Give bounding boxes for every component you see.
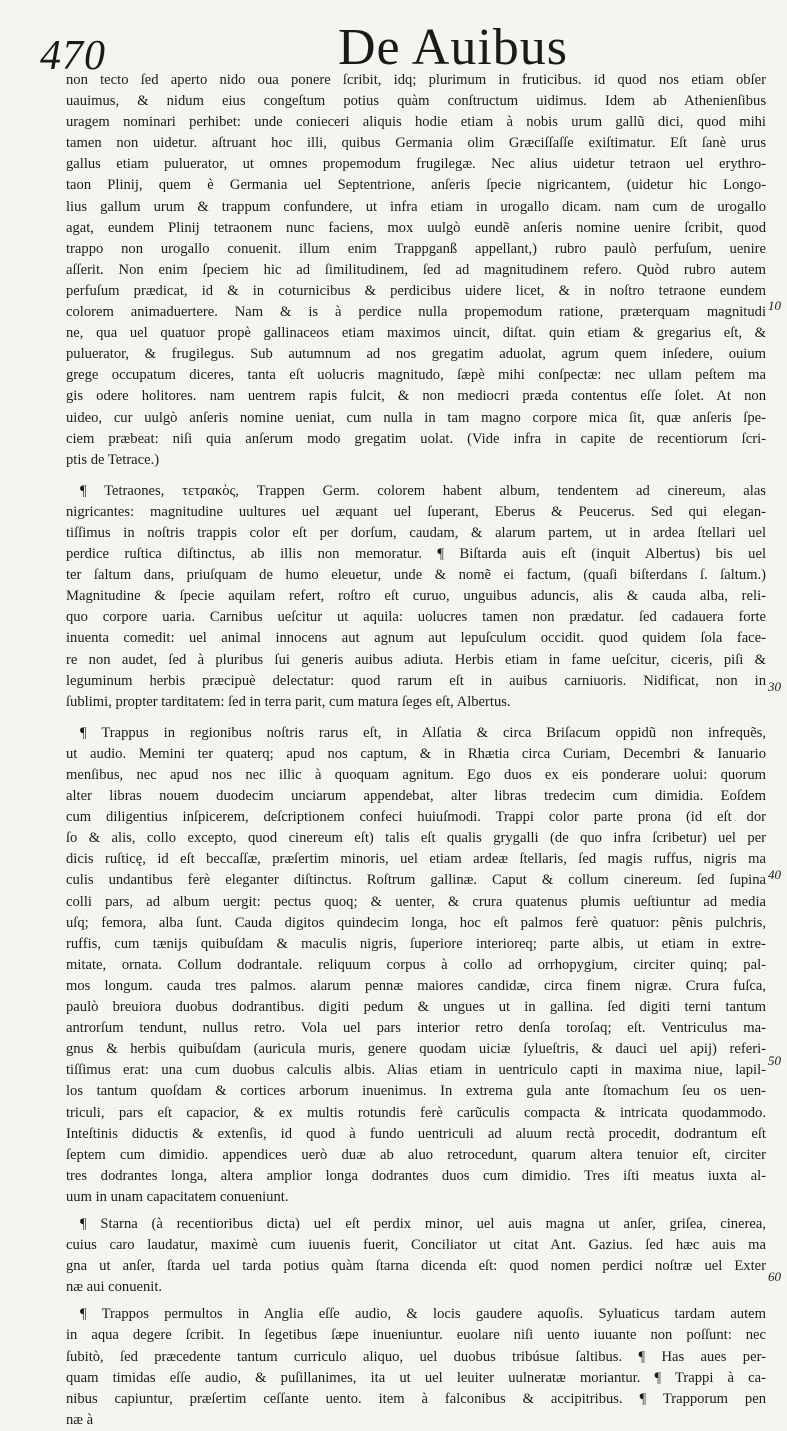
text-line: puluerator, & frugilegus. Sub autumnum ad nos gregatim aduolat, agrum quem inſedere, ouium [66,346,766,363]
text-line: antrorſum tendunt, nullus retro. Vola uel pars interior retro denſa toroſaq; eſt. Ventriculus ma- [66,1020,766,1037]
text-line: leguminum herbis præcipuè delectatur: quod rarum eſt in auibus carniuoris. Nidificat, non in [66,672,766,689]
margin-line-number: 10 [768,298,781,313]
text-line: inuenta comedit: uel animal innocens aut agnum aut lepuſculum occidit. quod quidem ſola face- [66,630,766,647]
paragraph-tetraon [66,70,766,471]
text-line: ſo & alis, collo excepto, quod cinereum eſt) talis eſt qualis grygalli (de quo infra ſcribetur) uel per [66,830,766,847]
text-line: ¶ Trappos permultos in Anglia eſſe audio, & locis gaudere aquoſis. Syluaticus tardam autem [80,1306,766,1323]
text-line: uſq; femora, alba ſunt. Cauda digitos quindecim longa, hoc eſt palmos ferè quatuor: pẽnis pulchris, [66,914,766,931]
text-line: re non audet, ſed à pluribus ſui generis auibus adiuta. Herbis etiam in fame ueſcitur, ciceris, piſi & [66,651,766,668]
text-line: los tantum quoſdam & cortices arborum inuenimus. In extrema gula ante ſtomachum ſeu os uen- [66,1083,766,1100]
text-line: næ aui conuenit. [66,1279,163,1296]
text-line: ¶ Starna (à recentioribus dicta) uel eſt perdix minor, uel auis magna ut anſer, griſea, cinerea, [80,1215,766,1232]
text-line: ¶ Trappus in regionibus noſtris rarus eſt, in Alſatia & circa Briſacum oppidũ non infrequẽs, [80,724,766,741]
paragraph-tetraones [66,481,766,713]
text-line: tiſſimus in noſtris trappis color eſt per dorſum, caudam, & alarum partem, ut in ardea ſtellari uel [66,524,766,541]
catchword-line: næ à [66,1411,94,1428]
text-line: non tecto ſed aperto nido oua ponere ſcribit, idq; plurimum in fruticibus. id quod nos etiam obſer [66,72,766,88]
paragraph-starna [66,1214,766,1298]
text-line: gis odere holitores. nam uentrem rapis fulcit, & non mediocri præda contentus eſſe ſolet. At non [66,388,766,405]
text-line: ſublimi, propter tarditatem: ſed in terra parit, cum matura ſeges eſt, Albertus. [66,693,511,710]
text-line: Magnitudine & ſpecie aquilam refert, roſtro eſt curuo, unguibus aduncis, alis & cauda alba, reli- [66,588,766,605]
text-line: gallus etiam puluerator, ut omnes propemodum frugilegæ. Nec alius uidetur tetraon uel erythro- [66,156,766,173]
text-line: perdice ruſtica diſtinctus, ab illis non memoratur. ¶ Biſtarda auis eſt (inquit Albertus) bis uel [66,546,766,563]
text-line: tiſſimus erat: una cum duobus calculis albis. Alias etiam in uentriculo capti in maxima niue, lapil- [66,1062,766,1079]
text-line: mitate, ornata. Collum dodrantale. reliquum corpus à collo ad orrhopygium, circiter quinq; pal- [66,956,766,973]
text-line: ſeptem cum dimidio. appendices uerò duæ ab aluo retrocedunt, quarum altera tenuior eſt, circiter [66,1146,766,1163]
text-line: paulò breuiora duobus dodrantibus. digiti pedum & ungues ut in gallina. ſed digiti terni tantum [66,999,766,1016]
text-line: ne, qua uel quatuor propè gallinaceos etiam maximos uincit, diſtat. quin etiam & gregarius eſt, & [66,325,766,342]
text-line: nibus capiuntur, præſertim ceſſante uento. item à falconibus & accipitribus. ¶ Trapporum pen [66,1390,766,1407]
text-line: quo corpore uaria. Carnibus ueſcitur ut aquila: uolucres tamen non prædatur. ſed cadauera forte [66,609,766,626]
text-line: mos longum. cauda tres palmos. alarum pennæ maiores candidæ, circa finem nigræ. Crura fuſca, [66,977,766,994]
text-line: ¶ Tetraones, τετρακὸς, Trappen Germ. colorem habent album, tendentem ad cinereum, alas [80,482,766,499]
text-line: ter ſaltum dans, priuſquam de humo eleuetur, unde & nomẽ ei factum, (quaſi biſterdans ſ. ſaltum.) [66,567,766,584]
margin-line-number: 60 [768,1269,781,1284]
running-title: De Auibus [338,19,568,76]
page-header [38,10,773,79]
text-line: tres dodrantes longa, altera amplior longa dodrantes duos cum dimidio. Tres iſti meatus iuxta al- [66,1167,766,1184]
text-line: quam timidas eſſe audio, & puſillanimes, ita ut uel leuiter uulneratæ moriantur. ¶ Trappi à ca- [66,1369,766,1386]
margin-line-number: 40 [768,867,781,882]
text-line: gna ut anſer, ſtarda uel tarda potius quàm ſtarna dicenda eſt: quod nomen perdici noſtræ uel Exter [66,1258,766,1275]
text-line: alter libras nouem duodecim unciarum appendebat, alter libras tredecim cum dimidia. Eoſdem [66,788,766,805]
text-line: triculi, pars eſt capacior, & ex multis rotundis ferè carũculis compacta & intricata quodammodo. [66,1104,766,1121]
text-line: uum in unam capacitatem conueniunt. [66,1188,289,1205]
text-line: colorem animaduertere. Nam & is à perdice nulla propemodum ratione, præterquam magnitudi [66,304,766,321]
text-line: in aqua degere ſcribit. In ſegetibus ſæpe inueniuntur. euolare niſi uento iuuante non poſſunt: nec [66,1327,766,1344]
margin-line-number: 30 [768,679,781,694]
text-line: agat, eundem Plinij tetraonem nunc faciens, mox uulgò eundẽ anſeris nomine uenire ſcribit, quod [66,219,766,236]
text-line: uauimus, & nidum eius congeſtum potius quàm conſtructum uidimus. Idem ab Athenienſibus [66,93,766,110]
text-line: colli pars, ad album uergit: pectus quoq; & uenter, & crura quatenus plumis ueſtiuntur ad media [66,893,766,910]
text-line: Inteſtinis diductis & extenſis, id quod à fundo uentriculi ad aluum rectà procedit, dodrantum eſt [66,1125,766,1142]
text-line: cuius caro laudatur, maximè cum iuuenis fuerit, Conciliator ut citat Ant. Gazius. ſed hæc auis ma [66,1237,766,1254]
text-line: cum diligentius inſpicerem, deſcriptionem confeci huiuſmodi. Trappi color parte prona (id eſt dor [66,809,766,826]
text-line: tamen non uidetur. aſtruant hoc illi, quibus Germania olim Græciſſaſſe exiſtimatur. Eſt ſanè urus [66,135,766,152]
body-text [66,70,766,1431]
text-line: aſſerit. Non enim ſpeciem hic ad ſimilitudinem, ſed ad magnitudinem refero. Quòd rubro autem [66,261,766,278]
paragraph-trappus [66,723,766,1208]
text-line: ciem præbeat: niſi quia anſerum modo gregatim uolat. (Vide infra in capite de recentiorum ſcri- [66,430,766,447]
text-line: dicis ruſticę, id eſt beccaſſæ, præſertim minoris, uel etiam ardeæ ſtellaris, ſed magis ruffus, nigris ma [66,851,766,868]
text-line: lius gallum urum & trappum confundere, ut infra etiam in urogallo dicam. nam cum de urogallo [66,198,766,215]
text-line: culis undantibus ferè eleganter diſtinctus. Roſtrum gallinæ. Caput & collum cinereum. ſed ſupina [66,872,766,889]
text-line: ptis de Tetrace.) [66,451,160,468]
text-line: menſibus, nec apud nos nec illic à quoquam agnitum. Ego duos ex eis ponderare uolui: quorum [66,767,766,783]
text-line: grege occupatum diceres, tanta eſt uolucris magnitudo, ſæpè mihi conſpectæ: nec ullam peſtem ma [66,367,766,384]
text-line: ſubitò, ſed præcedente tantum curriculo aliquo, uel duobus tribúsue ſaltibus. ¶ Has aues per- [66,1348,766,1365]
margin-line-number: 50 [768,1053,781,1068]
text-line: uideo, cur uulgò anſeris nomine ueniat, cum nulla in tam magno corpore mica ſit, quæ anſeris ſpe- [66,409,766,426]
paragraph-trappos-anglia [66,1304,766,1431]
text-line: gnus & herbis quibuſdam (auricula muris, genere quodam uiciæ ſylueſtris, & dauci uel apij) referi- [66,1041,766,1058]
text-line: ruffis, cum tænijs quibuſdam & maculis nigris, ſuperiore interioreq; parte albis, ut etiam in extre- [66,935,766,952]
text-line: perfuſum prædicat, id & in coturnicibus & perdicibus uidere licet, & in noſtro tetraone eundem [66,282,766,299]
page-number: 470 [40,33,106,79]
text-line: taon Plinij, quem è Germania uel Septentrione, anſeris ſpecie nigricantem, (uidetur hic Longo- [66,177,766,194]
text-line: uragem nominari perhibet: unde conieceri aliquis hodie etiam à nobis urum gallũ dici, quod mihi [66,114,766,131]
text-line: trappo non urogallo conuenit. illum enim Trappganß appellant,) rubro paulò perfuſum, uenire [66,240,766,257]
text-line: ut audio. Memini ter quaterq; apud nos captum, & in Rhætia circa Curiam, Decembri & Ianuario [66,745,766,762]
text-line: nigricantes: magnitudine uultures uel æquant uel ſuperant, Eberus & Peucerus. Sed qui elegan- [66,503,766,520]
